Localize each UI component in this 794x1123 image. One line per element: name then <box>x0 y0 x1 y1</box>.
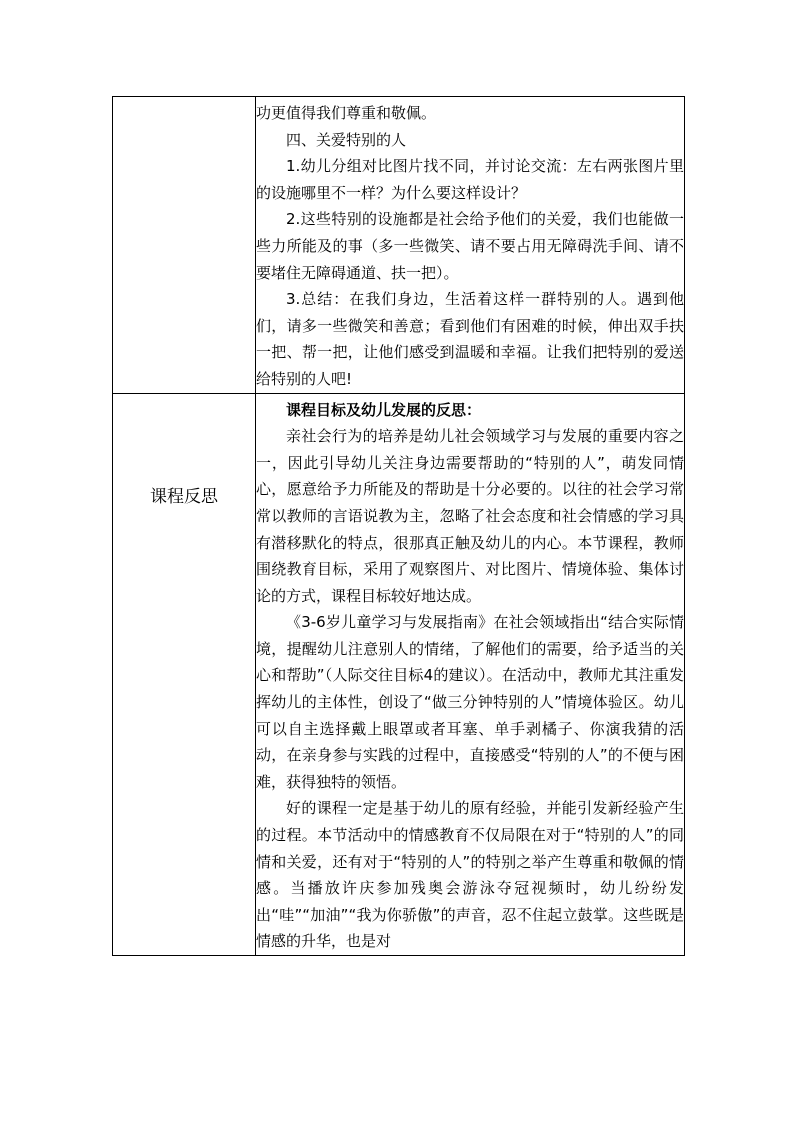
paragraph: 1.幼儿分组对比图片找不同，并讨论交流：左右两张图片里的设施哪里不一样？为什么要这样设计？ <box>256 157 684 202</box>
reflection-content-cell <box>256 393 685 955</box>
table-row <box>113 393 685 955</box>
section-heading: 四、关爱特别的人 <box>286 130 407 149</box>
activity-content-cell <box>256 97 685 394</box>
paragraph: 好的课程一定是基于幼儿的原有经验，并能引发新经验产生的过程。本节活动中的情感教育不仅局限在对于“特别的人”的同情和关爱，还有对于“特别的人”的特别之举产生尊重和敬佩的情感。当播放许庆参加残奥会游泳夺冠视频时，幼儿纷纷发出“哇”“加油”“我为你骄傲”的声音，忍不住起立鼓掌。这些既是情感的升华，也是对 <box>256 799 684 951</box>
paragraph: 《3-6岁儿童学习与发展指南》在社会领域指出“结合实际情境，提醒幼儿注意别人的情绪，了解他们的需要，给予适当的关心和帮助”（人际交往目标4的建议）。在活动中，教师尤其注重发挥幼儿的主体性，创设了“做三分钟特别的人”情境体验区。幼儿可以自主选择戴上眼罩或者耳塞、单手剥橘子、你演我猜的活动，在亲身参与实践的过程中，直接感受“特别的人”的不便与困难，获得独特的领悟。 <box>256 613 684 791</box>
paragraph: 亲社会行为的培养是幼儿社会领域学习与发展的重要内容之一，因此引导幼儿关注身边需要帮助的“特别的人”，萌发同情心，愿意给予力所能及的帮助是十分必要的。以往的社会学习常常以教师的言语说教为主，忽略了社会态度和社会情感的学习具有潜移默化的特点，很那真正触及幼儿的内心。本节课程，教师围绕教育目标，采用了观察图片、对比图片、情境体验、集体讨论的方式，课程目标较好地达成。 <box>256 427 684 605</box>
row-label-cell <box>113 393 256 955</box>
row-label-cell <box>113 97 256 394</box>
paragraph: 功更值得我们尊重和敬佩。 <box>256 104 437 122</box>
reflection-heading: 课程目标及幼儿发展的反思： <box>286 400 482 419</box>
row-label-reflection: 课程反思 <box>150 486 218 507</box>
lesson-table <box>112 96 685 956</box>
paragraph: 3.总结：在我们身边，生活着这样一群特别的人。遇到他们，请多一些微笑和善意；看到他们有困难的时候，伸出双手扶一把、帮一把，让他们感受到温暖和幸福。让我们把特别的爱送给特别的人吧! <box>256 290 684 388</box>
paragraph: 2.这些特别的设施都是社会给予他们的关爱，我们也能做一些力所能及的事（多一些微笑、请不要占用无障碍洗手间、请不要堵住无障碍通道、扶一把）。 <box>256 210 684 282</box>
table-row <box>113 97 685 394</box>
